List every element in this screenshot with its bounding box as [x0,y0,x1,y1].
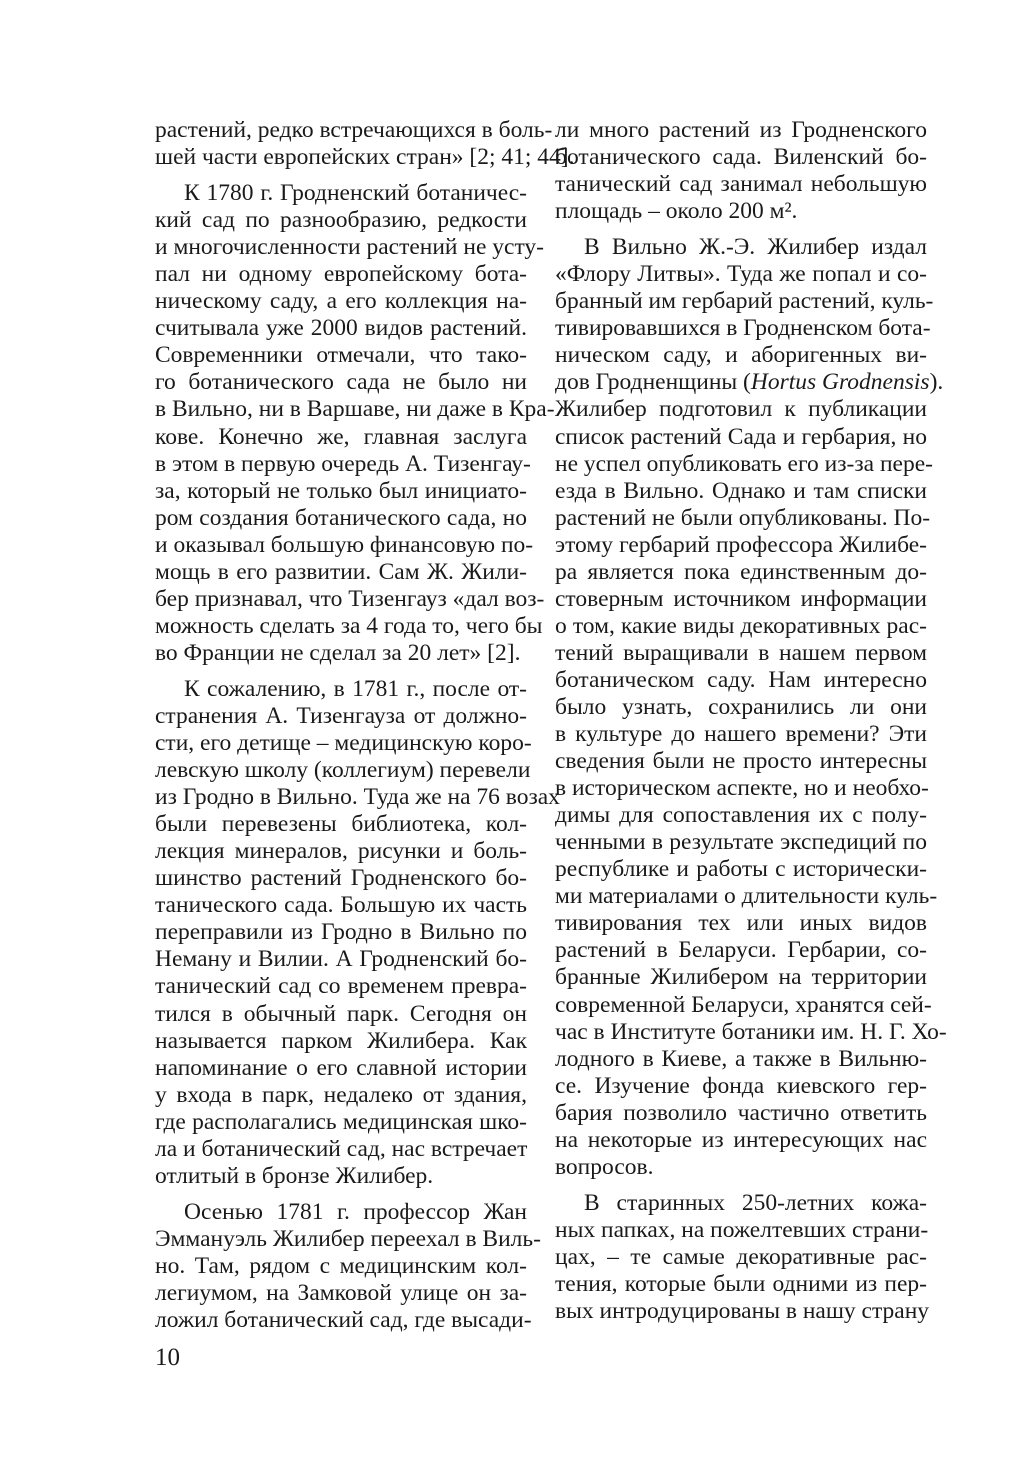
text-line: Жилибер подготовил к публикации [555,396,927,423]
text-line: шей части европейских стран» [2; 41; 44]. [155,144,575,171]
text-line: считывала уже 2000 видов растений. [155,315,527,342]
text-line: ла и ботанический сад, нас встречает [155,1135,528,1162]
paragraph [155,117,575,171]
text-line: ных папках, на пожелтевших страни- [555,1216,929,1243]
text-line: в этом в первую очередь А. Тизенгау- [155,450,531,477]
paragraph [555,1189,930,1325]
text-line: мощь в его развитии. Сам Ж. Жили- [155,558,527,585]
text-line: за, который не только был инициато- [155,477,527,504]
text-line: ническому саду, а его коллекция на- [155,288,527,315]
text-line: ра является пока единственным до- [555,558,927,585]
text-line: о том, какие виды декоративных рас- [555,612,927,639]
text-line: левскую школу (коллегиум) перевели [155,757,531,784]
text-line: во Франции не сделал за 20 лет» [2]. [155,639,521,666]
paragraph [155,180,555,667]
text-line: ложил ботанический сад, где высади- [155,1307,532,1334]
text-line: В старинных 250-летних кожа- [584,1189,927,1216]
text-line: танический сад со временем превра- [155,973,527,1000]
text-line: в культуре до нашего времени? Эти [555,721,927,748]
text-line: вопросов. [555,1153,654,1180]
text-line: шинство растений Гродненского бо- [155,865,527,892]
text-line: Современники отмечали, что тако- [155,342,527,369]
latin-name: Hortus Grodnensis [750,369,930,396]
text-line: сти, его детище – медицинскую коро- [155,730,532,757]
text-line: лекция минералов, рисунки и боль- [155,838,527,865]
text-line: стоверным источником информации [555,585,927,612]
text-line: растений не были опубликованы. По- [555,504,931,531]
text-line: танический сад занимал небольшую [555,171,927,198]
text-line: ботаническом саду. Нам интересно [555,666,927,693]
text-line: В Вильно Ж.-Э. Жилибер издал [584,234,927,261]
text-line: ми материалами о длительности куль- [555,883,938,910]
text-line: но. Там, рядом с медицинским кол- [155,1252,527,1279]
text-line: площадь – около 200 м². [555,198,798,225]
paragraph [555,234,947,1181]
text-line: бранный им гербарий растений, куль- [555,288,934,315]
left-column [155,117,575,1334]
text-line: можность сделать за 4 года то, чего бы [155,612,543,639]
text-line: и оказывал большую финансовую по- [155,531,534,558]
text-line: тивирования тех или иных видов [555,910,927,937]
text-line: в Вильно, ни в Варшаве, ни даже в Кра- [155,396,555,423]
text-line: в историческом аспекте, но и необхо- [555,775,929,802]
text-line: ническом саду, и аборигенных ви- [555,342,927,369]
text-line: ченными в результате экспедиций по [555,829,927,856]
paragraph [155,1198,541,1334]
text-line: переправили из Гродно в Вильно по [155,919,527,946]
text-line: растений, редко встречающихся в боль- [155,117,553,143]
text-line: го ботанического сада не было ни [155,369,527,396]
text-line: называется парком Жилибера. Как [155,1027,527,1054]
text-line: бер признавал, что Тизенгауз «дал воз- [155,585,545,612]
text-line: сведения были не просто интересны [555,748,927,775]
text-line: где располагались медицинская шко- [155,1108,527,1135]
text-line-mixed [555,369,944,396]
text-line: тения, которые были одними из пер- [555,1270,927,1297]
text-line: танического сада. Большую их часть [155,892,527,919]
text-line: цах, – те самые декоративные рас- [555,1243,927,1270]
text-line: легиумом, на Замковой улице он за- [155,1279,527,1306]
text-line: у входа в парк, недалеко от здания, [155,1081,527,1108]
text-line: бария позволило частично ответить [555,1099,927,1126]
text-line: езда в Вильно. Однако и там списки [555,477,927,504]
text-line: час в Институте ботаники им. Н. Г. Хо- [555,1018,947,1045]
text-line: республике и работы с исторически- [555,856,927,883]
text-line: Эммануэль Жилибер переехал в Виль- [155,1225,541,1252]
text-line: се. Изучение фонда киевского гер- [555,1072,927,1099]
text-line: пал ни одному европейскому бота- [155,261,527,288]
text-line: растений в Беларуси. Гербарии, со- [555,937,927,964]
page-number: 10 [155,1344,180,1371]
text-line: Осенью 1781 г. профессор Жан [184,1198,527,1225]
text-line: и многочисленности растений не усту- [155,234,544,261]
text-line: были перевезены библиотека, кол- [155,811,527,838]
text-line: «Флору Литвы». Туда же попал и со- [555,261,927,288]
text-line: ботанического сада. Виленский бо- [555,144,927,171]
text-line: тился в обычный парк. Сегодня он [155,1000,527,1027]
text-line: тений выращивали в нашем первом [555,639,927,666]
text-line: кий сад по разнообразию, редкости [155,207,527,234]
text-line: ром создания ботанического сада, но [155,504,527,531]
text-line: лодного в Киеве, а также в Вильню- [555,1045,927,1072]
text-line: из Гродно в Вильно. Туда же на 76 возах [155,784,560,811]
text-segment: дов Гродненщины ( [555,369,751,396]
text-line: К сожалению, в 1781 г., после от- [184,675,527,702]
text-line: современной Беларуси, хранятся сей- [555,991,932,1018]
text-line: напоминание о его славной истории [155,1054,527,1081]
text-segment: ). [929,369,944,396]
text-line: тивировавшихся в Гродненском бота- [555,315,931,342]
text-line: бранные Жилибером на территории [555,964,927,991]
text-line: было узнать, сохранились ли они [555,693,927,720]
paragraph [155,675,560,1190]
text-line: отлитый в бронзе Жилибер. [155,1162,434,1189]
text-line: список растений Сада и гербария, но [555,423,927,450]
text-line: этому гербарий профессора Жилибе- [555,531,927,558]
text-line: кове. Конечно же, главная заслуга [155,423,527,450]
text-line: димы для сопоставления их с полу- [555,802,927,829]
text-line: Неману и Вилии. А Гродненский бо- [155,946,527,973]
right-column [555,117,947,1325]
text-line: К 1780 г. Гродненский ботаничес- [184,180,527,207]
text-line: на некоторые из интересующих нас [555,1126,927,1153]
paragraph [555,117,927,225]
text-line: ли много растений из Гродненского [555,117,927,143]
text-line: странения А. Тизенгауза от должно- [155,702,527,729]
text-line: вых интродуцированы в нашу страну [555,1298,930,1325]
text-line: не успел опубликовать его из-за пере- [555,450,933,477]
